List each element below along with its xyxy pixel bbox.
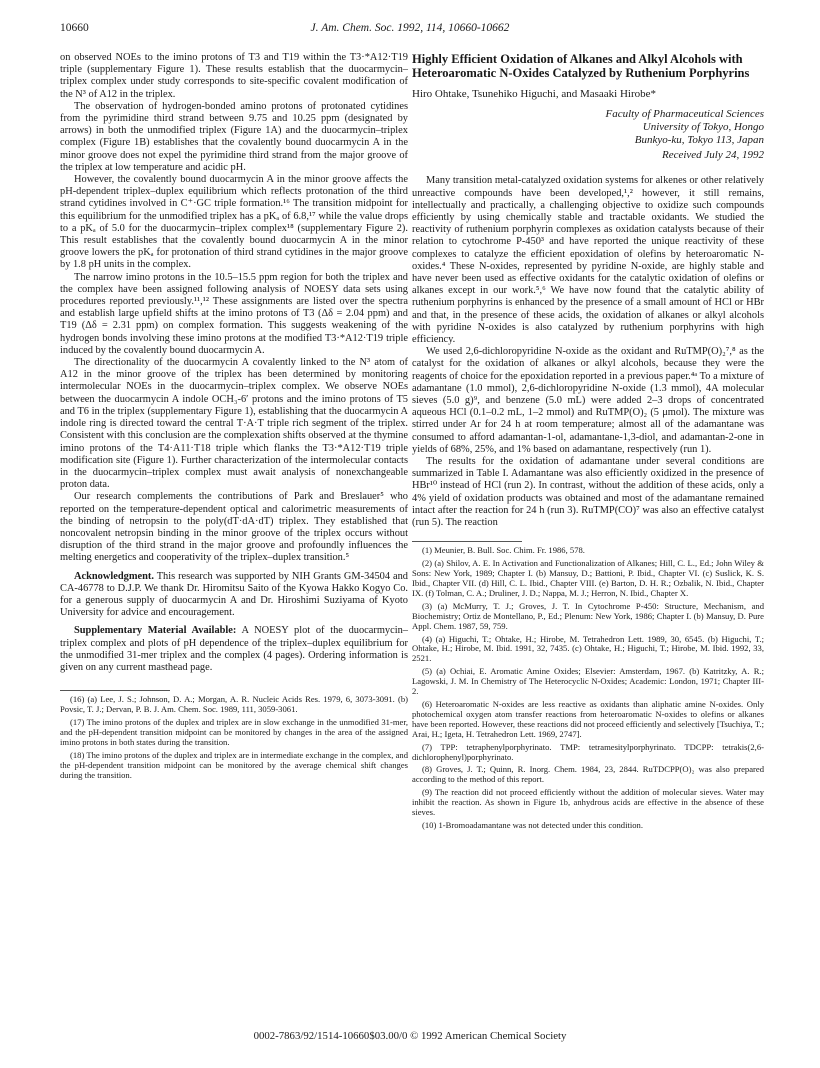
supplementary-label: Supplementary Material Available: [74, 625, 237, 637]
left-paragraph-6: Our research complements the contributions of Park and Breslauer⁵ who reported on the temperature-dependent optical and calorimetric measurements of the binding of netropsin to the poly(dT·dA·dT) triplex. They established that noncovalent netropsin binding in the minor groove of the triplex occurs without disruption of the third strand in the major groove and profoundly influences the melting energetics and cooperativity of the triplex–duplex transition.⁵ [60, 491, 408, 564]
left-paragraph-2: The observation of hydrogen-bonded amino protons of protonated cytidines from the pyrimidine third strand between 9.75 and 10.25 ppm (designated by arrows) in both the unmodified triplex (Figure 1A) and the duocarmycin–triplex complex (Figure 1B) establishes that the covalently bound duocarmycin A in the minor groove does not expel the pyrimidine third strand from the major groove of the triplex at low temperature and acidic pH. [60, 100, 408, 173]
article-title: Highly Efficient Oxidation of Alkanes and Alkyl Alcohols with Heteroaromatic N-Oxides Catalyzed by Ruthenium Porphyrins [412, 52, 750, 80]
author-list: Hiro Ohtake, Tsunehiko Higuchi, and Masaaki Hirobe* [412, 88, 657, 100]
acknowledgment-text: This research was supported by NIH Grants GM-34504 and CA-46778 to D.J.P. We thank Dr. Hiromitsu Saito of the Kyowa Hakko Kogyo Co. for a generous supply of duocarmycin A and Dr. Hiroshimi Suziyama of Kyoto University for advice and encouragement. [60, 570, 408, 619]
footnote-6: (6) Heteroaromatic N-oxides are less reactive as oxidants than aliphatic amine N-oxides. Only photochemical oxygen atom transfer reactions from heteroaromatic N-oxides to olefins or alkanes have been reported. However, these reactions did not proceed efficiently and selectively [Tsuchiya, T.; Arai, H.; Igeta, H. Tetrahedron Lett. 1969, 2747]. [412, 698, 764, 739]
left-column [60, 52, 408, 780]
footnote-7: (7) TPP: tetraphenylporphyrinato. TMP: tetramesitylporphyrinato. TDCPP: tetrakis(2,6-dichlorophenyl)porphyrinato. [412, 741, 764, 762]
footnote-4: (4) (a) Higuchi, T.; Ohtake, H.; Hirobe, M. Tetrahedron Lett. 1989, 30, 6545. (b) Higuchi, T.; Ohtake, H.; Hirobe, M. Ibid. 1991, 32, 7435. (c) Ohtake, H.; Higuchi, T.; Hirobe, M. Ibid. 1992, 33, 2521. [412, 633, 764, 664]
copyright-footer: 0002-7863/92/1514-10660$03.00/0 © 1992 American Chemical Society [253, 1030, 567, 1042]
affiliation-line-3: Bunkyo-ku, Tokyo 113, Japan [634, 134, 764, 147]
left-paragraph-3: However, the covalently bound duocarmycin A in the minor groove affects the pH-dependent triplex–duplex equilibrium which reflects protonation of the third strand cytidines involved in C⁺·GC triple formation.¹⁶ The transition midpoint for this equilibrium for the unmodified triplex has a pKₐ of 6.8,¹⁷ while the value drops to a pKₐ of 5.0 for the duocarmycin–triplex complex¹⁸ (supplementary Figure 2). This result establishes that the covalently bound duocarmycin A in the minor groove lowers the pKₐ for protonation of third strand cytidines in the major groove by 1.8 pH units in the complex. [60, 174, 408, 271]
left-paragraph-5: The directionality of the duocarmycin A covalently linked to the N³ atom of A12 in the minor groove of the triplex has been determined by monitoring intermolecular NOEs in the duocarmycin–triplex complex. We observe NOEs between the duocarmycin A indole OCH₃-6′ protons and the imino protons of T5 and T6 in the triplex (supplementary Figure 1), establishing that the duocarmycin A indole ring is directed toward the central T·A·T triple rich segment of the triplex. Consistent with this conclusion are the complexation shifts observed at the thymine imino protons of the T4·A11·T18 triple which flanks the T3·*A12·T19 triple modification site (Figure 1). Further characterization of the intermolecular contacts in the duocarmycin–triplex complex must await analysis of nonexchangeable proton data. [60, 357, 408, 491]
running-header [60, 22, 760, 38]
footnote-9: (9) The reaction did not proceed efficiently without the addition of molecular sieves. Water may inhibit the reaction. As shown in Figure 1b, anhydrous acids are effective in the absence of these sieves. [412, 787, 764, 818]
acknowledgment [60, 571, 408, 620]
journal-citation: J. Am. Chem. Soc. 1992, 114, 10660-10662 [310, 22, 510, 34]
page-number: 10660 [60, 22, 89, 34]
right-paragraph-2: We used 2,6-dichloropyridine N-oxide as the oxidant and RuTMP(O)₂⁷,⁸ as the catalyst for the oxidation of alkanes or alkyl alcohols, because they were the reagents of choice for the epoxidation reported in a previous paper.⁴ᵃ To a mixture of adamantane (1.0 mmol), 2,6-dichloropyridine N-oxide (1.3 mmol), 4A molecular sieves (5.0 g)⁹, and benzene (5.0 mL) were added 2–3 drops of concentrated aqueous HCl (0.1–0.2 mL, 1–2 mmol) and RuTMP(O)₂ (5 μmol). The mixture was stirred under Ar for 24 h at room temperature; almost all of the adamantane was consumed to afford adamantan-1-ol, adamantane-1,3-diol, and adamantan-2-one in yields of 68%, 25%, and 1% based on adamantane, respectively (run 1). [412, 346, 764, 455]
affiliation-line-1: Faculty of Pharmaceutical Sciences [605, 108, 764, 121]
left-paragraph-1: on observed NOEs to the imino protons of T3 and T19 within the T3·*A12·T19 triple (supplementary Figure 1). These results establish that the duocarmycin–triplex complex under study corresponds to site-specific covalent modification of the N³ of A12 in the triplex. [60, 52, 408, 100]
right-column [412, 52, 764, 831]
left-paragraph-4: The narrow imino protons in the 10.5–15.5 ppm region for both the triplex and the complex have been assigned following analysis of NOESY data sets using procedures reported previously.¹¹,¹² These assignments are listed over the spectra and establish large upfield shifts at the imino protons of T3 (Δδ = 2.04 ppm) and T19 (Δδ = 2.31 ppm) on complex formation. This suggests weakening of the hydrogen bonds involving these imino protons at the modified T3·*A12·T19 triple induced by the covalently bound duocarmycin A. [60, 271, 408, 356]
right-paragraph-3: The results for the oxidation of adamantane under several conditions are summarized in Table I. Adamantane was also efficiently oxidized in the presence of HBr¹⁰ instead of HCl (run 2). In contrast, without the addition of these acids, only a 4% yield of oxidation products was obtained and most of the adamantane remained intact after the reaction for 24 h (run 3). RuTMP(CO)⁷ was also an effective catalyst (run 5). The reaction [412, 456, 764, 529]
supplementary-text: A NOESY plot of the duocarmycin–triplex complex and plots of pH dependence of the triplex–duplex equilibrium for the unmodified 31-mer triplex and the complex (4 pages). Ordering information is given on any current masthead page. [60, 625, 409, 673]
footnote-17: (17) The imino protons of the duplex and triplex are in slow exchange in the unmodified 31-mer, and the pH-dependent transition midpoint can be monitored by changes in the area of the assigned imino protons in both states during the transition. [60, 716, 408, 747]
footnote-1: (1) Meunier, B. Bull. Soc. Chim. Fr. 1986, 578. [422, 545, 585, 556]
footnote-5: (5) (a) Ochiai, E. Aromatic Amine Oxides; Elsevier: Amsterdam, 1967. (b) Katritzky, A. R.; Lagowski, J. M. In Chemistry of The Heterocyclic N-Oxides; Academic: London, 1971; Chapter III-2. [412, 666, 764, 697]
footnote-16: (16) (a) Lee, J. S.; Johnson, D. A.; Morgan, A. R. Nucleic Acids Res. 1979, 6, 3073-3091. (b) Povsic, T. J.; Dervan, P. B. J. Am. Chem. Soc. 1989, 111, 3059-3061. [60, 694, 408, 715]
acknowledgment-label: Acknowledgment. [74, 570, 154, 582]
footnote-divider [60, 690, 170, 691]
footnote-2: (2) (a) Shilov, A. E. In Activation and Functionalization of Alkanes; Hill, C. L., Ed.; John Wiley & Sons: New York, 1989; Chapter I. (b) Mansuy, D.; Battioni, P. Ibid., Chapter VI. (c) Suslick, K. S. Ibid., Chapter VII. (d) Hill, C. L. Ibid., Chapter VIII. (e) Barton, D. H. R.; Ozbalik, N. Ibid., Chapter IX. (f) Tolman, C. A.; Druliner, J. D.; Nappa, M. J.; Herron, N. Ibid., Chapter X. [412, 558, 764, 598]
supplementary-material [60, 625, 408, 674]
received-date: Received July 24, 1992 [661, 149, 764, 162]
footnote-10: (10) 1-Bromoadamantane was not detected under this condition. [422, 819, 643, 830]
affiliation-line-2: University of Tokyo, Hongo [642, 121, 764, 134]
right-paragraph-1: Many transition metal-catalyzed oxidation systems for alkenes or other relatively unreactive compounds have been developed,¹,² however, it still remains, intellectually and practically, a challenging objective to oxidize such compounds efficiently by using chemically stable and tractable oxidants. We studied the reactivity of ruthenium porphyrin complexes as oxidation catalysts because of their relation to cytochrome P-450³ and have reported the unique reactivity of these complexes to catalyze the efficient epoxidation of olefins by heteroaromatic N-oxides.⁴ These N-oxides, represented by pyridine N-oxide, are highly stable and have never been used as effective oxidants for the catalytic oxidation of olefins or alkanes except in our work.⁵,⁶ We have now found that the catalytic ability of ruthenium porphyrins is enhanced by the presence of a small amount of HCl or HBr and that, in the presence of these acids, the oxidation of alkanes or alkyl alcohols with pyridine N-oxides is also catalyzed by ruthenium porphyrins with high efficiency. [412, 175, 764, 346]
footnote-18: (18) The imino protons of the duplex and triplex are in intermediate exchange in the complex, and the pH-dependent transition midpoint can be monitored by the average chemical shift changes during the transition. [60, 749, 408, 780]
footnote-8: (8) Groves, J. T.; Quinn, R. Inorg. Chem. 1984, 23, 2844. RuTDCPP(O)₂ was also prepared according to the method of this report. [412, 764, 764, 785]
footnote-3: (3) (a) McMurry, T. J.; Groves, J. T. In Cytochrome P-450: Structure, Mechanism, and Biochemistry; Ortiz de Montellano, P., Ed.; Plenum: New York, 1986; Chapter I. (b) Mansuy, D. Pure Appl. Chem. 1987, 59, 759. [412, 600, 764, 631]
footnote-divider [412, 541, 522, 542]
